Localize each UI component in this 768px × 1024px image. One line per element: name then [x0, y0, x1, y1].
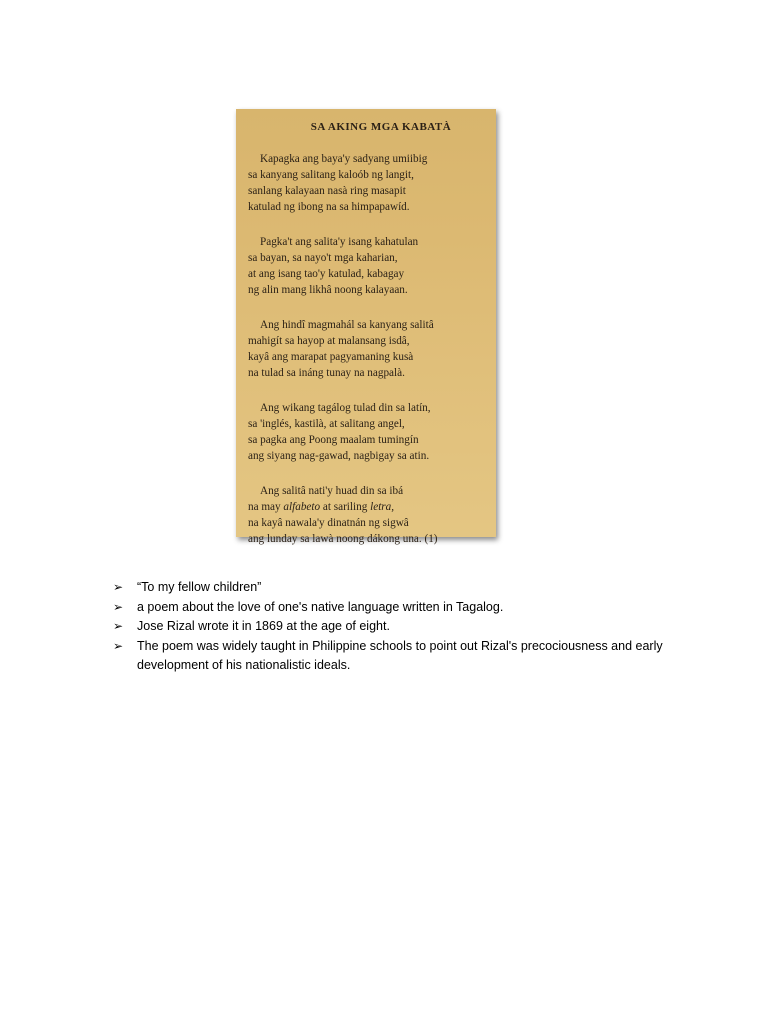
poem-line: na tulad sa ináng tunay na nagpalà.: [248, 367, 405, 379]
poem-line: ang siyang nag-gawad, nagbigay sa atin.: [248, 450, 430, 462]
list-item: [113, 598, 693, 618]
list-item: [113, 617, 693, 637]
poem-line: sa 'inglés, kastilà, at salitang angel,: [248, 418, 405, 430]
notes-list: [113, 578, 693, 676]
list-item: [113, 637, 693, 676]
poem-line: Kapagka ang baya'y sadyang umiibig: [260, 153, 428, 165]
arrow-bullet-icon: ➢: [113, 580, 124, 594]
poem-line: Ang wikang tagálog tulad din sa latín,: [260, 402, 431, 414]
poem-line: Ang salitâ nati'y huad din sa ibá: [260, 485, 404, 497]
poem-line: na kayâ nawala'y dinatnán ng sigwâ: [248, 517, 409, 529]
poem-title: SA AKING MGA KABATÀ: [310, 121, 452, 133]
poem-line: ng alin mang likhâ noong kalayaan.: [248, 284, 408, 296]
poem-italic-word: alfabeto: [283, 501, 321, 513]
poem-line: sanlang kalayaan nasà ring masapit: [248, 185, 406, 197]
poem-line-text: at sariling: [322, 501, 368, 513]
poem-line: ang lunday sa lawà noong dákong una. (1): [248, 533, 438, 545]
note-text: Jose Rizal wrote it in 1869 at the age of eight.: [137, 619, 390, 633]
poem-line: Ang hindî magmahál sa kanyang salitâ: [260, 319, 434, 331]
note-text: The poem was widely taught in Philippine schools to point out Rizal's precociousness and early development of his nationalistic ideals.: [137, 638, 663, 672]
poem-line: kayâ ang marapat pagyamaning kusà: [248, 351, 414, 363]
poem-stanza-3: [248, 317, 486, 381]
poem-line: mahigít sa hayop at malansang isdâ,: [248, 335, 410, 347]
poem-line-italic: [248, 499, 486, 515]
poem-scan-image: [236, 109, 496, 545]
poem-line: sa kanyang salitang kaloób ng langit,: [248, 169, 414, 181]
arrow-bullet-icon: ➢: [113, 619, 124, 633]
poem-line: sa bayan, sa nayo't mga kaharian,: [248, 252, 398, 264]
poem-italic-word: letra,: [370, 501, 395, 513]
poem-line: at ang isang tao'y katulad, kabagay: [248, 268, 405, 280]
arrow-bullet-icon: ➢: [113, 599, 124, 614]
note-text: “To my fellow children”: [137, 580, 262, 594]
note-text: a poem about the love of one's native language written in Tagalog.: [137, 599, 504, 614]
poem-line: sa pagka ang Poong maalam tumingín: [248, 434, 419, 446]
poem-line: katulad ng ibong na sa himpapawíd.: [248, 201, 410, 213]
list-item: [113, 578, 693, 598]
poem-stanza-2: [248, 234, 486, 298]
poem-stanza-5: [248, 483, 486, 547]
poem-line: Pagka't ang salita'y isang kahatulan: [260, 236, 419, 248]
poem-line-text: na may: [248, 501, 281, 513]
arrow-bullet-icon: ➢: [113, 638, 124, 653]
poem-stanza-4: [248, 400, 486, 464]
poem-stanza-1: [248, 151, 486, 215]
